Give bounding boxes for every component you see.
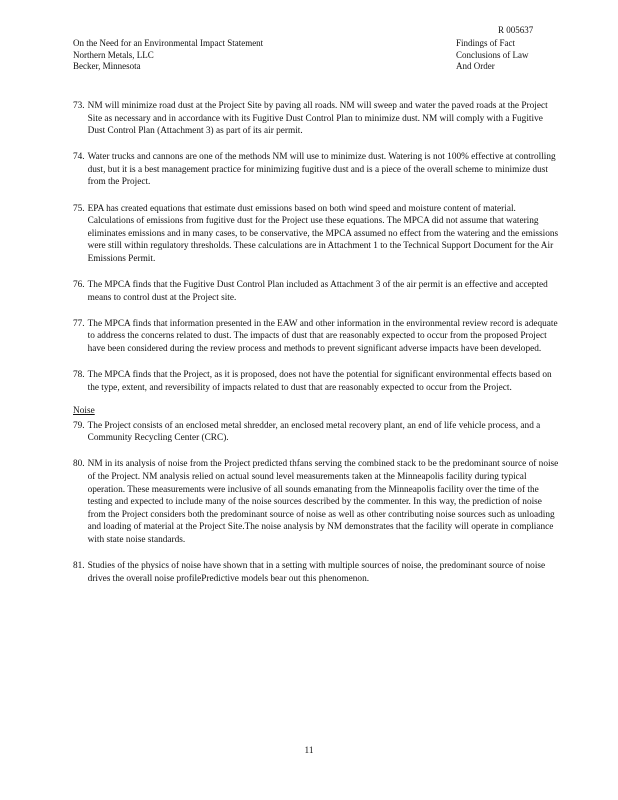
paragraph-text: NM in its analysis of noise from the Project predicted thfans serving the combined stack to be the predominant source of noise of the Project. NM analysis relied on actual sound level measurements taken at the Minneapolis facility during typical operation. These measurements were inclusive of all sounds emanating from the Minneapolis facility over the time of the testing and expected to include many of the noise sources described by the commenter. In this way, the prediction of noise from the Project considers both the predominant source of noise as well as other contributing noise sources such as unloading and loading of material at the Project Site.The noise analysis by NM demonstrates that the facility will operate in compliance with state noise standards. (87, 459, 559, 546)
paragraph-75 (73, 203, 560, 266)
header-location: Becker, Minnesota (73, 61, 141, 71)
paragraph-text: EPA has created equations that estimate dust emissions based on both wind speed and moisture content of material. Calculations of emissions from fugitive dust for the Project use these equations. The MPCA did not assume that watering eliminates emissions and in many cases, to be conservative, the MPCA assumed no effect from the watering and the emissions were still within regulatory thresholds. These calculations are in Attachment 1 to the Technical Support Document for the Air Emissions Permit. (87, 203, 559, 264)
header-company: Northern Metals, LLC (73, 49, 154, 60)
paragraph-number: 79. (73, 420, 85, 431)
paragraph-number: 81. (73, 561, 85, 572)
section-heading-noise: Noise (73, 406, 95, 417)
paragraph-text: Studies of the physics of noise have shown that in a setting with multiple sources of noise, the predominant source of noise drives the overall noise profilePredictive models bear out this phenomenon. (87, 561, 546, 584)
paragraph-number: 77. (73, 318, 85, 329)
paragraph-76 (73, 279, 560, 304)
paragraph-79 (73, 420, 560, 445)
header-conclusions: Conclusions of Law (456, 49, 529, 60)
paragraph-number: 80. (73, 459, 85, 470)
paragraph-number: 73. (73, 101, 85, 111)
paragraph-81 (73, 560, 560, 585)
paragraph-text: The MPCA finds that the Fugitive Dust Control Plan included as Attachment 3 of the air permit is an effective and accepted means to control dust at the Project site. (87, 280, 548, 303)
header-order: And Order (456, 61, 495, 71)
paragraph-text: The MPCA finds that the Project, as it is proposed, does not have the potential for significant environmental effects based on the type, extent, and reversibility of impacts related to dust that are reasonably expected to occur from the Project. (87, 370, 552, 393)
paragraph-number: 76. (73, 280, 85, 291)
document-number: R 005637 (498, 25, 534, 35)
header-left (73, 38, 403, 73)
document-body (73, 100, 560, 599)
header-right (456, 38, 596, 73)
paragraph-number: 74. (73, 152, 85, 163)
header-findings: Findings of Fact (456, 38, 516, 48)
page-number: 11 (304, 746, 314, 756)
paragraph-number: 78. (73, 370, 85, 380)
paragraph-text: NM will minimize road dust at the Project Site by paving all roads. NM will sweep and water the paved roads at the Project Site as necessary and in accordance with its Fugitive Dust Control Plan to minimize dust. NM will comply with a Fugitive Dust Control Plan (Attachment 3) as part of its air permit. (87, 101, 548, 137)
paragraph-80 (73, 458, 560, 546)
paragraph-77 (73, 318, 560, 356)
paragraph-78 (73, 369, 560, 394)
paragraph-text: The MPCA finds that information presented in the EAW and other information in the environmental review record is adequate to address the concerns related to dust. The impacts of dust that are reasonably expected to occur from the proposed Project have been considered during the review process and methods to prevent significant adverse impacts have been developed. (87, 318, 558, 354)
paragraph-text: Water trucks and cannons are one of the methods NM will use to minimize dust. Watering is not 100% effective at controlling dust, but it is a best management practice for minimizing fugitive dust and is a piece of the overall scheme to minimize dust from the Project. (87, 152, 556, 188)
paragraph-number: 75. (73, 203, 85, 214)
paragraph-text: The Project consists of an enclosed metal shredder, an enclosed metal recovery plant, an end of life vehicle process, and a Community Recycling Center (CRC). (87, 420, 541, 444)
header-title: On the Need for an Environmental Impact Statement (73, 38, 264, 48)
paragraph-73 (73, 100, 560, 138)
paragraph-74 (73, 151, 560, 189)
